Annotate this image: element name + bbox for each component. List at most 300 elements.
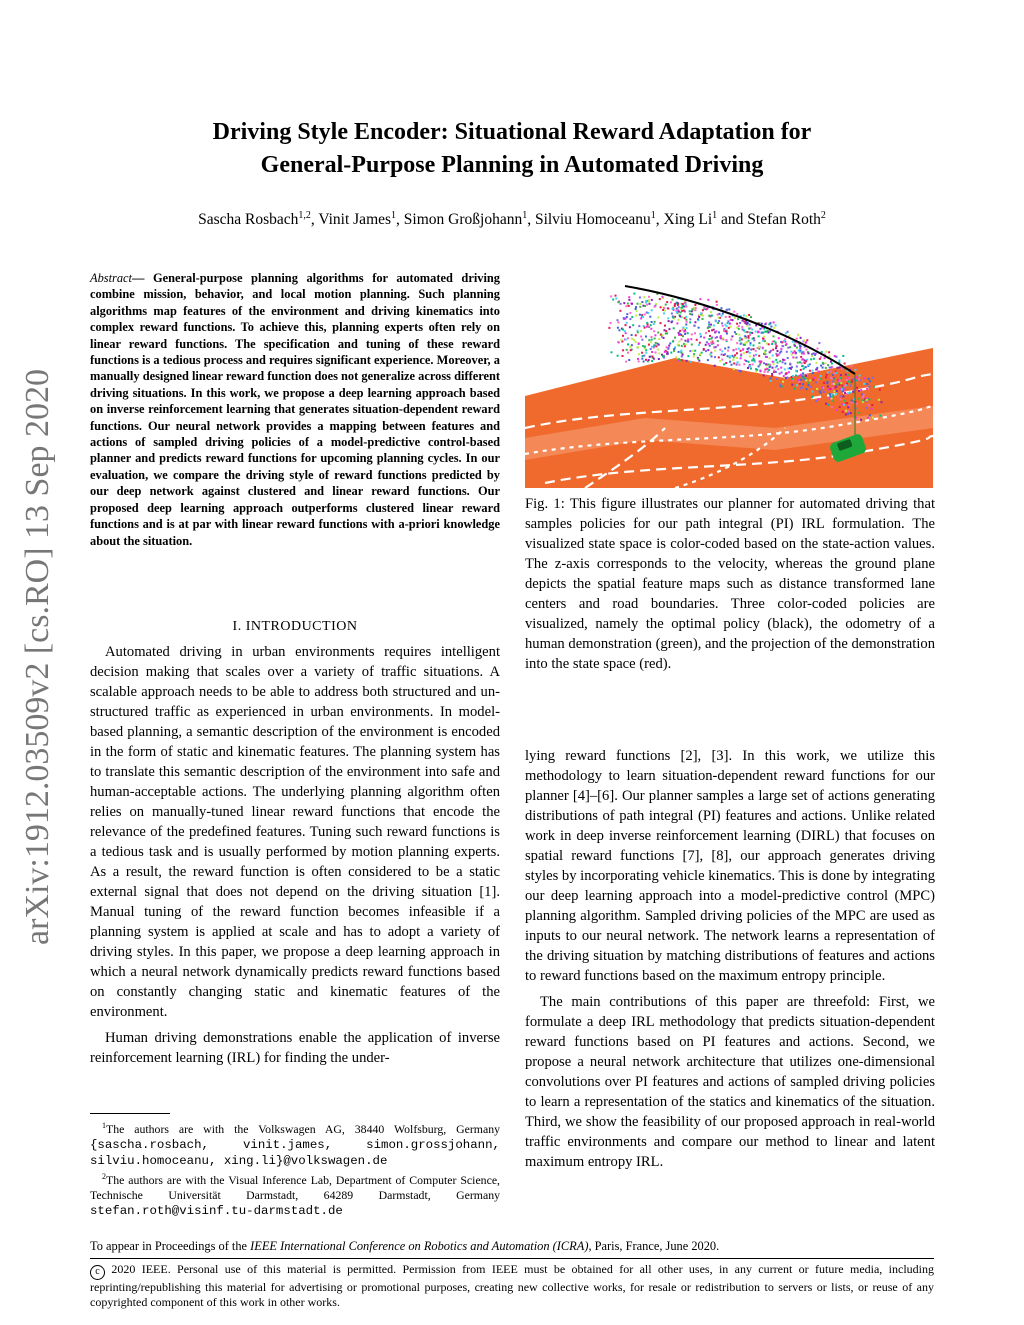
policy-sample-point [745, 360, 747, 362]
footnote-1-email: {sascha.rosbach, vinit.james, simon.grossjohann, silviu.homoceanu, xing.li}@volkswagen.de [90, 1137, 500, 1168]
policy-sample-point [618, 329, 620, 331]
policy-sample-point [740, 343, 742, 345]
policy-sample-point [692, 350, 694, 352]
policy-sample-point [837, 380, 839, 382]
policy-sample-point [729, 355, 731, 357]
policy-sample-point [770, 380, 772, 382]
policy-sample-point [781, 372, 783, 374]
policy-sample-point [723, 330, 725, 332]
policy-sample-point [766, 343, 768, 345]
policy-sample-point [629, 326, 631, 328]
policy-sample-point [755, 331, 757, 333]
policy-sample-point [840, 374, 842, 376]
policy-sample-point [706, 308, 708, 310]
policy-sample-point [781, 341, 783, 343]
author-6-affil: 2 [820, 210, 826, 221]
policy-sample-point [670, 301, 672, 303]
policy-sample-point [755, 350, 757, 352]
policy-sample-point [797, 362, 799, 364]
policy-sample-point [751, 329, 753, 331]
footnote-1-text: The authors are with the Volkswagen AG, 38440 Wolfsburg, Germany [106, 1121, 500, 1136]
policy-sample-point [714, 350, 716, 352]
policy-sample-point [707, 349, 709, 351]
policy-sample-point [750, 368, 752, 370]
policy-sample-point [750, 316, 752, 318]
policy-sample-point [830, 366, 832, 368]
policy-sample-point [664, 310, 666, 312]
policy-sample-point [718, 331, 720, 333]
policy-sample-point [663, 307, 665, 309]
policy-sample-point [797, 379, 799, 381]
policy-sample-point [708, 343, 710, 345]
policy-sample-point [878, 399, 880, 401]
policy-sample-point [779, 360, 781, 362]
policy-sample-point [718, 320, 720, 322]
policy-sample-point [775, 347, 777, 349]
policy-sample-point [769, 357, 771, 359]
policy-sample-point [702, 315, 704, 317]
policy-sample-point [627, 343, 629, 345]
policy-sample-point [666, 346, 668, 348]
abstract-label: Abstract [90, 271, 132, 285]
policy-sample-point [672, 341, 674, 343]
policy-sample-point [796, 338, 798, 340]
policy-sample-point [648, 299, 650, 301]
policy-sample-point [775, 359, 777, 361]
policy-sample-point [708, 338, 710, 340]
policy-sample-point [815, 369, 817, 371]
policy-sample-point [726, 333, 728, 335]
policy-sample-point [809, 379, 811, 381]
policy-sample-point [775, 353, 777, 355]
policy-sample-point [729, 323, 731, 325]
policy-sample-point [760, 360, 762, 362]
policy-sample-point [683, 343, 685, 345]
footnotes [90, 1119, 500, 1221]
policy-sample-point [748, 361, 750, 363]
policy-sample-point [835, 372, 837, 374]
policy-sample-point [855, 369, 857, 371]
policy-sample-point [730, 319, 732, 321]
policy-sample-point [820, 378, 822, 380]
policy-sample-point [631, 338, 633, 340]
policy-sample-point [655, 352, 657, 354]
policy-sample-point [643, 355, 645, 357]
policy-sample-point [770, 377, 772, 379]
policy-sample-point [738, 348, 740, 350]
policy-sample-point [879, 389, 881, 391]
policy-sample-point [803, 340, 805, 342]
policy-sample-point [681, 338, 683, 340]
policy-sample-point [707, 299, 709, 301]
policy-sample-point [631, 344, 633, 346]
policy-sample-point [667, 317, 669, 319]
policy-sample-point [677, 319, 679, 321]
policy-sample-point [723, 363, 725, 365]
policy-sample-point [639, 306, 641, 308]
policy-sample-point [683, 326, 685, 328]
policy-sample-point [641, 352, 643, 354]
policy-sample-point [639, 297, 641, 299]
policy-sample-point [769, 330, 771, 332]
policy-sample-point [823, 391, 825, 393]
policy-sample-point [628, 359, 630, 361]
policy-sample-point [655, 342, 657, 344]
policy-sample-point [872, 377, 874, 379]
policy-sample-point [792, 341, 794, 343]
policy-sample-point [765, 356, 767, 358]
policy-sample-point [685, 324, 687, 326]
policy-sample-point [863, 394, 865, 396]
policy-sample-point [681, 356, 683, 358]
policy-sample-point [758, 355, 760, 357]
policy-sample-point [700, 313, 702, 315]
policy-sample-point [644, 305, 646, 307]
policy-sample-point [667, 308, 669, 310]
policy-sample-point [858, 412, 860, 414]
policy-sample-point [663, 312, 665, 314]
policy-sample-point [611, 351, 613, 353]
policy-sample-point [821, 387, 823, 389]
policy-sample-point [841, 388, 843, 390]
policy-sample-point [856, 387, 858, 389]
policy-sample-point [685, 316, 687, 318]
policy-sample-point [832, 387, 834, 389]
policy-sample-point [825, 376, 827, 378]
policy-sample-point [830, 361, 832, 363]
policy-sample-point [696, 339, 698, 341]
policy-sample-point [690, 361, 692, 363]
policy-sample-point [786, 351, 788, 353]
policy-sample-point [759, 364, 761, 366]
policy-sample-point [700, 336, 702, 338]
policy-sample-point [628, 299, 630, 301]
policy-sample-point [744, 344, 746, 346]
policy-sample-point [772, 361, 774, 363]
policy-sample-point [740, 357, 742, 359]
policy-sample-point [777, 350, 779, 352]
policy-sample-point [822, 362, 824, 364]
policy-sample-point [694, 332, 696, 334]
policy-sample-point [687, 332, 689, 334]
policy-sample-point [642, 316, 644, 318]
policy-sample-point [691, 333, 693, 335]
policy-sample-point [625, 332, 627, 334]
policy-sample-point [643, 361, 645, 363]
policy-sample-point [840, 395, 842, 397]
policy-sample-point [681, 345, 683, 347]
policy-sample-point [826, 374, 828, 376]
policy-sample-point [730, 339, 732, 341]
policy-sample-point [757, 347, 759, 349]
policy-sample-point [705, 332, 707, 334]
right-paragraph-2: The main contributions of this paper are threefold: First, we formulate a deep IRL methodology that predicts situation-dependent reward functions based on PI features and actions. Second, we propose a neural network architecture that utilizes one-dimensional convolutions over PI features and actions of sampled driving policies to learn a representation of the statics and kinematics of the situation. Third, we show the feasibility of our proposed approach in real-world traffic environments and compare our method to linear and latent maximum entropy IRL. [525, 994, 935, 1170]
policy-sample-point [801, 365, 803, 367]
policy-sample-point [722, 325, 724, 327]
policy-sample-point [825, 403, 827, 405]
policy-sample-point [788, 371, 790, 373]
policy-sample-point [831, 406, 833, 408]
policy-sample-point [814, 377, 816, 379]
policy-sample-point [867, 417, 869, 419]
policy-sample-point [709, 335, 711, 337]
policy-sample-point [721, 354, 723, 356]
policy-sample-point [764, 340, 766, 342]
policy-sample-point [657, 349, 659, 351]
policy-sample-point [811, 370, 813, 372]
policy-sample-point [702, 309, 704, 311]
policy-sample-point [653, 323, 655, 325]
policy-sample-point [782, 359, 784, 361]
policy-sample-point [693, 353, 695, 355]
policy-sample-point [732, 355, 734, 357]
policy-sample-point [832, 381, 834, 383]
policy-sample-point [663, 357, 665, 359]
policy-sample-point [710, 342, 712, 344]
policy-sample-point [715, 330, 717, 332]
intro-paragraph-1: Automated driving in urban environments requires intelligent decision making that scales over a variety of traffic situations. A scalable approach needs to be able to address both structured and un-structured traffic as experienced in urban environments. In model-based planning, a semantic description of the environment is encoded in the form of static and kinematic features. The planning system has to translate this semantic description of the environment into safe and human-acceptable actions. The underlying planning algorithm often relies on manually-tuned linear reward functions that encode the relevance of the predefined features. Tuning such reward functions is a tedious task and is usually performed by motion planning experts. As a result, the reward function is often considered to be a static external signal that does not depend on the driving situation [1]. Manual tuning of the reward function becomes infeasible if a planning system is applied at scale and has to adopt a variety of driving styles. In this paper, we propose a deep learning approach in which a neural network dynamically predicts reward functions based on constantly changing static and kinematic features of the environment. [90, 644, 500, 1020]
policy-sample-point [804, 362, 806, 364]
policy-sample-point [683, 330, 685, 332]
policy-sample-point [651, 336, 653, 338]
policy-sample-point [800, 356, 802, 358]
policy-sample-point [832, 400, 834, 402]
policy-sample-point [837, 367, 839, 369]
policy-sample-point [827, 364, 829, 366]
abstract [90, 270, 500, 549]
policy-sample-point [640, 336, 642, 338]
policy-sample-point [625, 324, 627, 326]
policy-sample-point [699, 333, 701, 335]
policy-sample-point [806, 339, 808, 341]
policy-sample-point [802, 352, 804, 354]
policy-sample-point [761, 332, 763, 334]
policy-sample-point [651, 339, 653, 341]
policy-sample-point [748, 337, 750, 339]
policy-sample-point [651, 321, 653, 323]
policy-sample-point [841, 368, 843, 370]
policy-sample-point [691, 314, 693, 316]
policy-sample-point [740, 354, 742, 356]
policy-sample-point [771, 375, 773, 377]
policy-sample-point [716, 301, 718, 303]
policy-sample-point [827, 388, 829, 390]
policy-sample-point [744, 337, 746, 339]
figure-1-state-space-visualization [525, 278, 933, 488]
author-5-affil: 1 [712, 210, 718, 221]
policy-sample-point [732, 319, 734, 321]
policy-sample-point [738, 364, 740, 366]
policy-sample-point [710, 311, 712, 313]
policy-sample-point [768, 343, 770, 345]
copyright-notice [90, 1262, 934, 1310]
policy-sample-point [674, 305, 676, 307]
policy-sample-point [764, 323, 766, 325]
policy-sample-point [812, 372, 814, 374]
policy-sample-point [661, 354, 663, 356]
policy-sample-point [650, 328, 652, 330]
policy-sample-point [742, 320, 744, 322]
appear-prefix: To appear in Proceedings of the [90, 1239, 251, 1253]
policy-sample-point [837, 384, 839, 386]
policy-sample-point [765, 350, 767, 352]
policy-sample-point [779, 384, 781, 386]
policy-sample-point [773, 327, 775, 329]
policy-sample-point [749, 334, 751, 336]
policy-sample-point [850, 365, 852, 367]
policy-sample-point [869, 414, 871, 416]
policy-sample-point [847, 410, 849, 412]
policy-sample-point [843, 404, 845, 406]
policy-sample-point [796, 357, 798, 359]
policy-sample-point [833, 378, 835, 380]
policy-sample-point [792, 356, 794, 358]
policy-sample-point [633, 293, 635, 295]
policy-sample-point [626, 316, 628, 318]
policy-sample-point [810, 358, 812, 360]
policy-sample-point [762, 338, 764, 340]
policy-sample-point [866, 388, 868, 390]
policy-sample-point [638, 342, 640, 344]
policy-sample-point [805, 375, 807, 377]
policy-sample-point [820, 365, 822, 367]
policy-sample-point [694, 350, 696, 352]
policy-sample-point [637, 331, 639, 333]
policy-sample-point [651, 309, 653, 311]
policy-sample-point [662, 309, 664, 311]
policy-sample-point [684, 302, 686, 304]
copyright-symbol: c [90, 1265, 105, 1280]
policy-sample-point [791, 378, 793, 380]
policy-sample-point [787, 347, 789, 349]
policy-sample-point [808, 382, 810, 384]
policy-sample-point [721, 322, 723, 324]
author-2: , Vinit James [310, 211, 392, 229]
policy-sample-point [806, 388, 808, 390]
policy-sample-point [665, 333, 667, 335]
policy-sample-point [818, 342, 820, 344]
abstract-text: — General-purpose planning algorithms for automated driving combine mission, behavior, and local motion planning. Such planning algorithms map features of the environment and driving kinematics into complex reward functions. To achieve this, planning experts often rely on linear reward functions. The specification and tuning of these reward functions is a tedious process and requires significant experience. Moreover, a manually designed linear reward function does not generalize across different driving situations. In this work, we propose a deep learning approach based on inverse reinforcement learning that generates situation-dependent reward functions. Our neural network provides a mapping between features and actions of sampled driving policies of a model-predictive control-based planner and predicts reward functions for upcoming planning cycles. In our evaluation, we compare the driving style of reward functions predicted by our deep network against clustered and linear reward functions. Our proposed deep learning approach outperforms clustered linear reward functions and is at par with linear reward functions with a-priori knowledge about the situation. [90, 271, 500, 548]
policy-sample-point [644, 348, 646, 350]
policy-sample-point [724, 353, 726, 355]
policy-sample-point [718, 313, 720, 315]
author-1-affil: 1,2 [298, 210, 311, 221]
policy-sample-point [827, 386, 829, 388]
policy-sample-point [640, 317, 642, 319]
policy-sample-point [803, 368, 805, 370]
policy-sample-point [850, 385, 852, 387]
policy-sample-point [795, 370, 797, 372]
policy-sample-point [734, 354, 736, 356]
policy-sample-point [799, 375, 801, 377]
policy-sample-point [638, 325, 640, 327]
policy-sample-point [801, 362, 803, 364]
policy-sample-point [844, 363, 846, 365]
policy-sample-point [789, 346, 791, 348]
policy-sample-point [721, 359, 723, 361]
policy-sample-point [866, 399, 868, 401]
policy-sample-point [738, 325, 740, 327]
policy-sample-point [772, 349, 774, 351]
policy-sample-point [769, 364, 771, 366]
policy-sample-point [738, 334, 740, 336]
policy-sample-point [671, 313, 673, 315]
policy-sample-point [777, 368, 779, 370]
policy-sample-point [717, 340, 719, 342]
footnote-2-mark: 2 [102, 1172, 106, 1182]
policy-sample-point [726, 330, 728, 332]
policy-sample-point [717, 344, 719, 346]
policy-sample-point [733, 349, 735, 351]
policy-sample-point [779, 373, 781, 375]
policy-sample-point [648, 344, 650, 346]
policy-sample-point [623, 317, 625, 319]
policy-sample-point [695, 307, 697, 309]
policy-sample-point [811, 391, 813, 393]
policy-sample-point [718, 356, 720, 358]
policy-sample-point [844, 389, 846, 391]
policy-sample-point [708, 321, 710, 323]
policy-sample-point [825, 351, 827, 353]
policy-sample-point [815, 400, 817, 402]
policy-sample-point [749, 332, 751, 334]
policy-sample-point [790, 351, 792, 353]
policy-sample-point [617, 355, 619, 357]
policy-sample-point [839, 406, 841, 408]
policy-sample-point [746, 325, 748, 327]
policy-sample-point [753, 348, 755, 350]
policy-sample-point [829, 388, 831, 390]
policy-sample-point [866, 407, 868, 409]
policy-sample-point [819, 358, 821, 360]
policy-sample-point [648, 339, 650, 341]
policy-sample-point [679, 315, 681, 317]
policy-sample-point [629, 318, 631, 320]
footnote-2-email: stefan.roth@visinf.tu-darmstadt.de [90, 1203, 343, 1218]
policy-sample-point [791, 354, 793, 356]
policy-sample-point [743, 314, 745, 316]
policy-sample-point [643, 296, 645, 298]
policy-sample-point [627, 352, 629, 354]
policy-sample-point [686, 360, 688, 362]
footnote-1 [90, 1119, 500, 1168]
policy-sample-point [812, 379, 814, 381]
policy-sample-point [672, 317, 674, 319]
policy-sample-point [625, 361, 627, 363]
policy-sample-point [778, 337, 780, 339]
policy-sample-point [635, 308, 637, 310]
policy-sample-point [671, 321, 673, 323]
policy-sample-point [608, 327, 610, 329]
policy-sample-point [800, 387, 802, 389]
policy-sample-point [811, 353, 813, 355]
policy-sample-point [639, 303, 641, 305]
policy-sample-point [819, 390, 821, 392]
policy-sample-point [815, 381, 817, 383]
policy-sample-point [715, 320, 717, 322]
policy-sample-point [789, 367, 791, 369]
policy-sample-point [721, 315, 723, 317]
policy-sample-point [711, 338, 713, 340]
policy-sample-point [666, 353, 668, 355]
policy-sample-point [702, 318, 704, 320]
policy-sample-point [847, 406, 849, 408]
policy-sample-point [800, 379, 802, 381]
policy-sample-point [793, 388, 795, 390]
policy-sample-point [710, 324, 712, 326]
policy-sample-point [759, 328, 761, 330]
policy-sample-point [775, 371, 777, 373]
